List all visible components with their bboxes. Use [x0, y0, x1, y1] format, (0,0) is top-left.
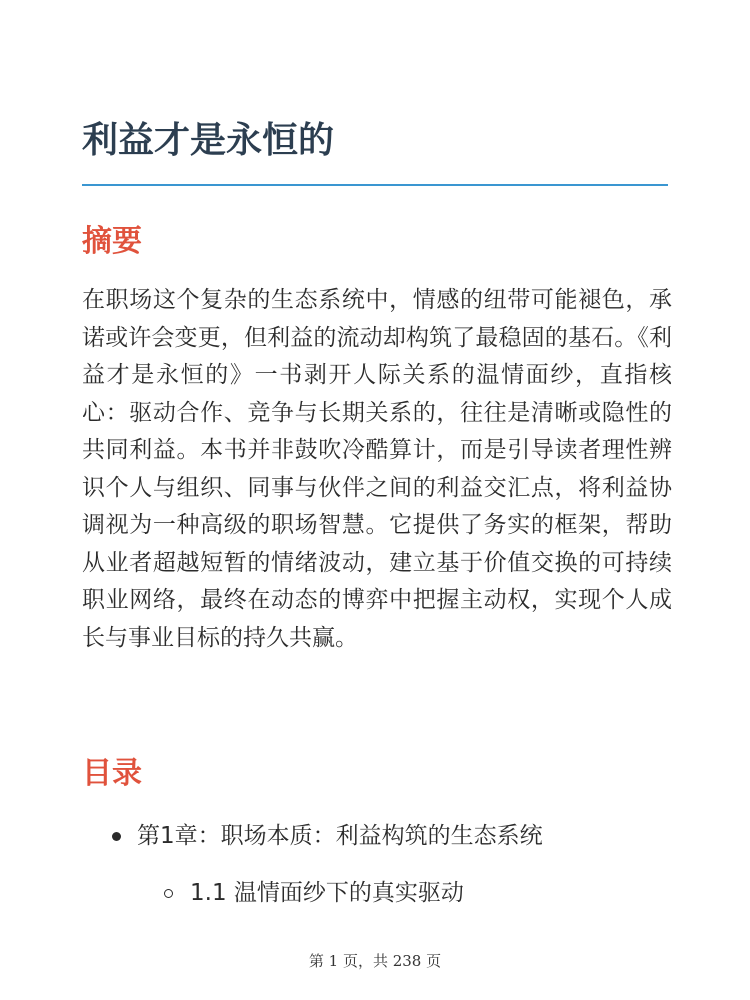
abstract-heading: 摘要: [82, 224, 142, 259]
toc-heading: 目录: [82, 756, 142, 791]
toc-item-chapter-1[interactable]: [137, 818, 543, 854]
title-divider: [82, 184, 668, 186]
bullet-disc-icon: [112, 832, 121, 841]
toc-item-label: 第1章：职场本质：利益构筑的生态系统: [137, 823, 543, 849]
page-number-footer: 第 1 页，共 238 页: [308, 952, 442, 970]
abstract-text: 在职场这个复杂的生态系统中，情感的纽带可能褪色，承诺或许会变更，但利益的流动却构筑了最稳固的基石。《利益才是永恒的》一书剥开人际关系的温情面纱，直指核心：驱动合作、竞争与长期关系的，往往是清晰或隐性的共同利益。本书并非鼓吹冷酷算计，而是引导读者理性辨识个人与组织、同事与伙伴之间的利益交汇点，将利益协调视为一种高级的职场智慧。它提供了务实的框架，帮助从业者超越短暂的情绪波动，建立基于价值交换的可持续职业网络，最终在动态的博弈中把握主动权，实现个人成长与事业目标的持久共赢。: [82, 287, 672, 651]
bullet-circle-icon: [164, 889, 173, 898]
toc-item-section-1-1[interactable]: [190, 875, 464, 911]
document-title: 利益才是永恒的: [82, 120, 335, 161]
toc-item-label: 1.1 温情面纱下的真实驱动: [190, 880, 464, 906]
